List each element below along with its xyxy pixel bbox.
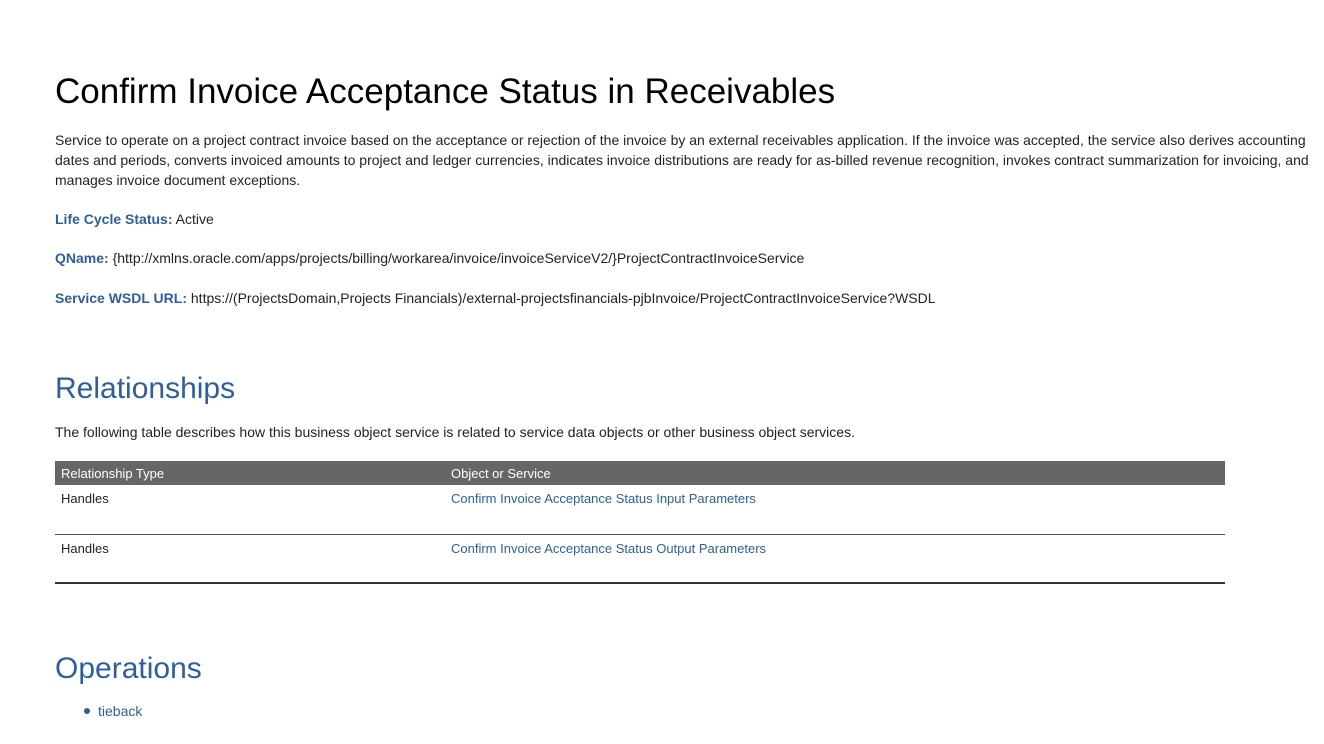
- lifecycle-status-label: Life Cycle Status:: [55, 211, 173, 227]
- relationship-type-cell: Handles: [55, 534, 445, 583]
- column-header-object-or-service: Object or Service: [445, 461, 1225, 485]
- wsdl-url-label: Service WSDL URL:: [55, 290, 187, 306]
- object-cell: [445, 534, 1225, 583]
- qname-label: QName:: [55, 250, 109, 266]
- page-title: Confirm Invoice Acceptance Status in Receivables: [55, 72, 836, 111]
- bullet-icon: [84, 708, 90, 714]
- wsdl-url-value: https://(ProjectsDomain,Projects Financials)/external-projectsfinancials-pjbInvoice/ProjectContractInvoiceService?WSDL: [190, 290, 936, 306]
- column-header-relationship-type: Relationship Type: [55, 461, 445, 485]
- operations-list: [55, 701, 142, 721]
- relationships-table: [55, 461, 1225, 584]
- operation-link-tieback[interactable]: tieback: [98, 703, 143, 719]
- lifecycle-status-value: Active: [175, 211, 214, 227]
- table-row: [55, 485, 1225, 534]
- lifecycle-status-line: [55, 209, 214, 229]
- operations-heading: Operations: [55, 652, 202, 685]
- qname-value: {http://xmlns.oracle.com/apps/projects/billing/workarea/invoice/invoiceServiceV2/}ProjectContractInvoiceService: [112, 250, 805, 266]
- wsdl-url-line: [55, 288, 936, 308]
- input-parameters-link[interactable]: Confirm Invoice Acceptance Status Input Parameters: [451, 491, 756, 506]
- output-parameters-link[interactable]: Confirm Invoice Acceptance Status Output Parameters: [451, 540, 767, 556]
- relationships-description: The following table describes how this business object service is related to service data objects or other business object services.: [55, 424, 855, 440]
- relationship-type-cell: Handles: [55, 485, 445, 534]
- object-cell: [445, 485, 1225, 534]
- service-description: Service to operate on a project contract invoice based on the acceptance or rejection of the invoice by an external receivables application. If the invoice was accepted, the service also derives accounting dates and periods, converts invoiced amounts to project and ledger currencies, indicates invoice distributions are ready for as-billed revenue recognition, invokes contract summarization for invoicing, and manages invoice document exceptions.: [55, 132, 1309, 188]
- relationships-heading: Relationships: [55, 372, 236, 405]
- table-header-row: [55, 461, 1225, 485]
- table-row: [55, 534, 1225, 583]
- list-item: [55, 701, 142, 721]
- qname-line: [55, 248, 804, 268]
